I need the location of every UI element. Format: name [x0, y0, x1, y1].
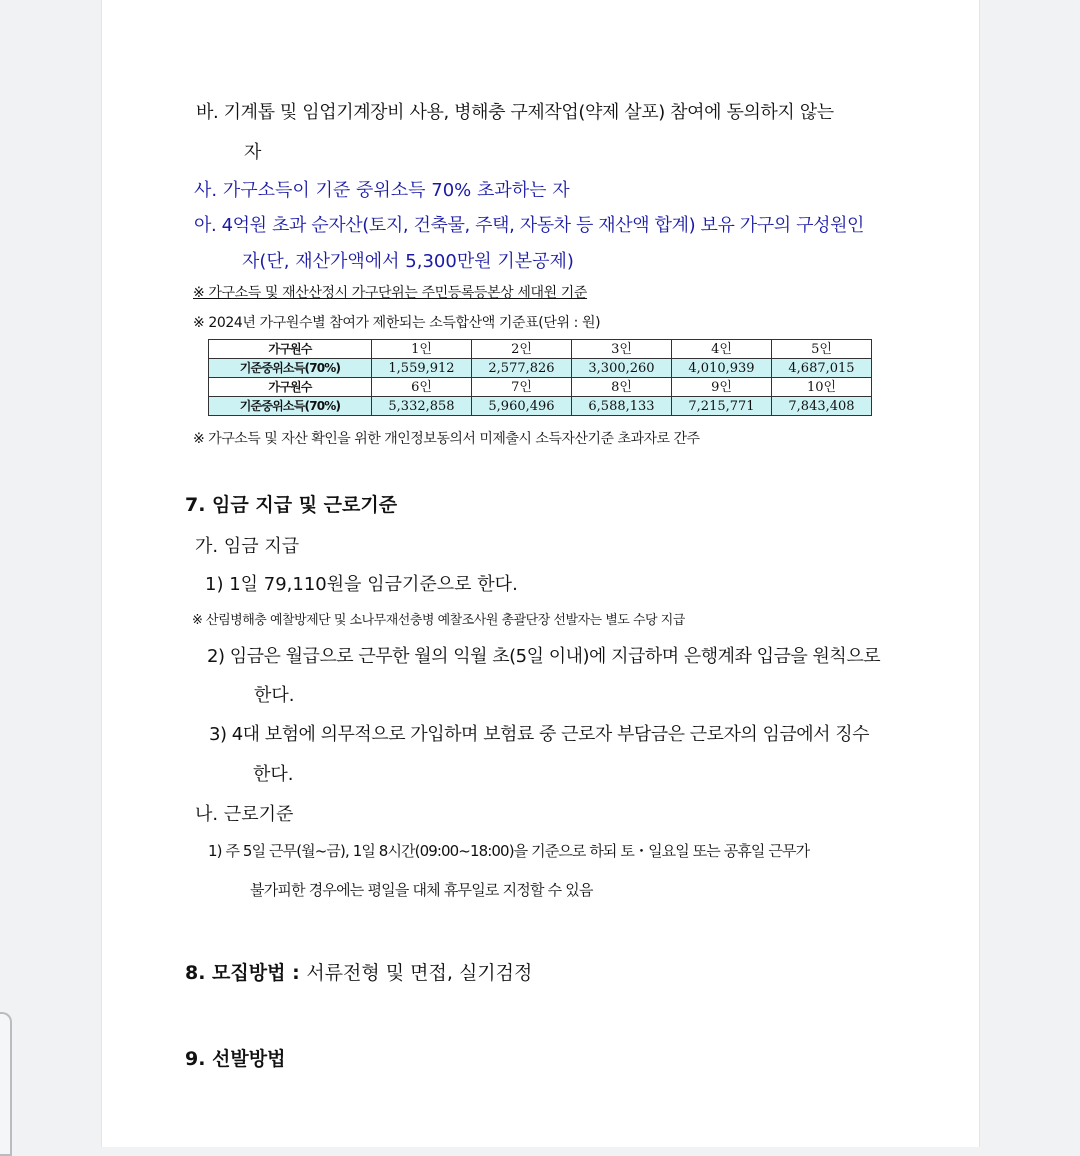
row-header-median-income: 기준중위소득(70%)	[209, 397, 372, 416]
table-cell: 7인	[472, 378, 572, 397]
table-cell: 1인	[372, 340, 472, 359]
table-cell: 7,843,408	[772, 397, 872, 416]
table-row	[209, 359, 872, 378]
table-cell: 10인	[772, 378, 872, 397]
list-item-a-line2: 자(단, 재산가액에서 5,300만원 기본공제)	[242, 251, 574, 272]
row-header-household-size: 가구원수	[209, 340, 372, 359]
section-7-na-item1-line2: 불가피한 경우에는 평일을 대체 휴무일로 지정할 수 있음	[250, 881, 593, 899]
section-7-title: 7. 임금 지급 및 근로기준	[185, 494, 398, 516]
table-cell: 5,960,496	[472, 397, 572, 416]
table-cell: 5인	[772, 340, 872, 359]
section-7-item1-note: ※ 산림병해충 예찰방제단 및 소나무재선충병 예찰조사원 총괄단장 선발자는 별도 수당 지급	[192, 613, 685, 628]
table-cell: 6인	[372, 378, 472, 397]
table-cell: 8인	[572, 378, 672, 397]
section-7-na-item1-line1: 1) 주 5일 근무(월~금), 1일 8시간(09:00~18:00)을 기준으로 하되 토・일요일 또는 공휴일 근무가	[208, 842, 810, 860]
section-7-na: 나. 근로기준	[195, 804, 294, 825]
list-item-ba-line2: 자	[244, 142, 262, 163]
row-header-median-income: 기준중위소득(70%)	[209, 359, 372, 378]
table-cell: 3,300,260	[572, 359, 672, 378]
section-8-text: 서류전형 및 면접, 실기검정	[306, 962, 533, 984]
section-7-item3-line1: 3) 4대 보험에 의무적으로 가입하며 보험료 중 근로자 부담금은 근로자의 임금에서 징수	[209, 724, 870, 745]
table-row	[209, 340, 872, 359]
table-row	[209, 397, 872, 416]
table-cell: 4,010,939	[672, 359, 772, 378]
table-cell: 9인	[672, 378, 772, 397]
row-header-household-size: 가구원수	[209, 378, 372, 397]
section-7-item3-line2: 한다.	[253, 764, 294, 785]
section-8-title: 8. 모집방법	[185, 962, 286, 984]
table-cell: 3인	[572, 340, 672, 359]
table-cell: 6,588,133	[572, 397, 672, 416]
note-household-unit: ※ 가구소득 및 재산산정시 가구단위는 주민등록등본상 세대원 기준	[193, 285, 588, 301]
section-7-item2-line1: 2) 임금은 월급으로 근무한 월의 익월 초(5일 이내)에 지급하며 은행계좌 입금을 원칙으로	[207, 646, 881, 667]
section-8-colon: :	[285, 962, 307, 984]
table-row	[209, 378, 872, 397]
section-8-line	[185, 958, 532, 985]
section-7-item2-line2: 한다.	[254, 685, 295, 706]
note-consent: ※ 가구소득 및 자산 확인을 위한 개인정보동의서 미제출시 소득자산기준 초과자로 간주	[193, 431, 700, 447]
list-item-ba-line1: 바. 기계톱 및 임업기계장비 사용, 병해충 구제작업(약제 살포) 참여에 동의하지 않는	[196, 102, 834, 123]
list-item-a-line1: 아. 4억원 초과 순자산(토지, 건축물, 주택, 자동차 등 재산액 합계) 보유 가구의 구성원인	[194, 215, 865, 236]
table-cell: 4,687,015	[772, 359, 872, 378]
section-7-ga: 가. 임금 지급	[195, 536, 300, 557]
table-cell: 5,332,858	[372, 397, 472, 416]
table-cell: 2,577,826	[472, 359, 572, 378]
table-cell: 2인	[472, 340, 572, 359]
note-table-caption: ※ 2024년 가구원수별 참여가 제한되는 소득합산액 기준표(단위 : 원)	[193, 315, 601, 331]
list-item-sa: 사. 가구소득이 기준 중위소득 70% 초과하는 자	[194, 180, 570, 201]
table-cell: 1,559,912	[372, 359, 472, 378]
income-threshold-table	[208, 339, 872, 416]
section-9-title: 9. 선발방법	[185, 1048, 286, 1070]
section-7-item1: 1) 1일 79,110원을 임금기준으로 한다.	[205, 574, 518, 595]
side-panel-handle[interactable]	[0, 1012, 12, 1156]
table-cell: 4인	[672, 340, 772, 359]
table-cell: 7,215,771	[672, 397, 772, 416]
